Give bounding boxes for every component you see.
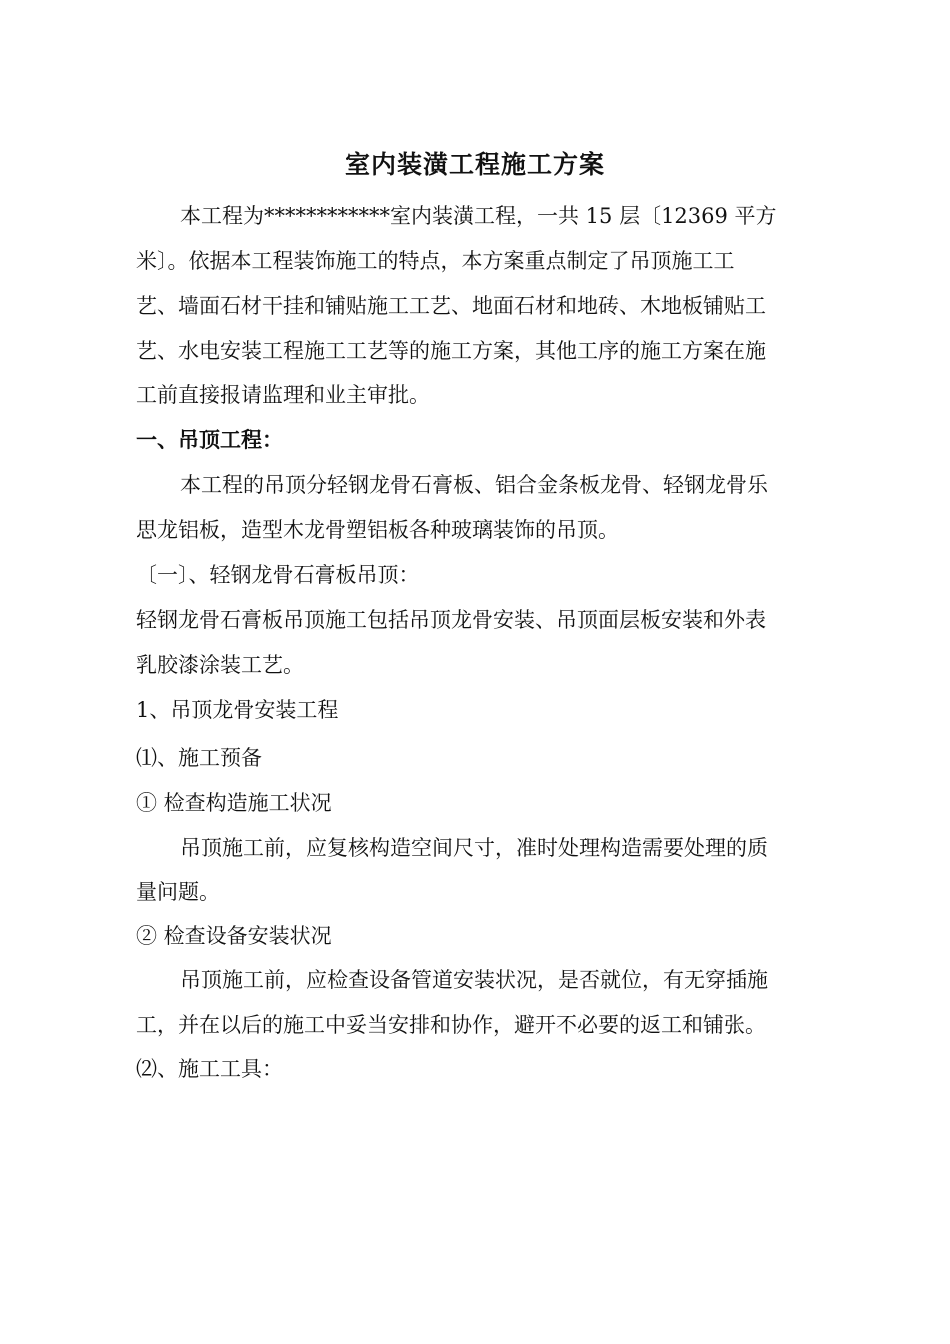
intro-line-4: 艺、水电安装工程施工工艺等的施工方案，其他工序的施工方案在施 bbox=[136, 339, 766, 363]
check-equipment-line-1: 吊顶施工前，应检查设备管道安装状况，是否就位，有无穿插施 bbox=[180, 968, 768, 992]
check-structure-line-1: 吊顶施工前，应复核构造空间尺寸，准时处理构造需要处理的质 bbox=[180, 836, 768, 860]
gypsum-desc-line-2: 乳胶漆涂装工艺。 bbox=[136, 653, 304, 677]
check-structure-line-2: 量问题。 bbox=[136, 880, 220, 904]
check-equipment-heading: ② 检查设备安装状况 bbox=[136, 924, 332, 948]
subsection-heading-gypsum: 〔一〕、轻钢龙骨石膏板吊顶： bbox=[136, 563, 420, 587]
check-equipment-line-2: 工，并在以后的施工中妥当安排和协作，避开不必要的返工和铺张。 bbox=[136, 1013, 766, 1037]
tools-heading: ⑵、施工工具： bbox=[136, 1057, 283, 1081]
intro-line-3: 艺、墙面石材干挂和铺贴施工工艺、地面石材和地砖、木地板铺贴工 bbox=[136, 294, 766, 318]
item-heading-keel-install: 1、吊顶龙骨安装工程 bbox=[136, 698, 339, 722]
document-title: 室内装潢工程施工方案 bbox=[344, 150, 605, 179]
intro-line-2: 米〕。依据本工程装饰施工的特点，本方案重点制定了吊顶施工工 bbox=[136, 249, 735, 273]
intro-line-5: 工前直接报请监理和业主审批。 bbox=[136, 383, 430, 407]
gypsum-desc-line-1: 轻钢龙骨石膏板吊顶施工包括吊顶龙骨安装、吊顶面层板安装和外表 bbox=[136, 608, 766, 632]
ceiling-intro-line-1: 本工程的吊顶分轻钢龙骨石膏板、铝合金条板龙骨、轻钢龙骨乐 bbox=[180, 473, 768, 497]
ceiling-intro-line-2: 思龙铝板，造型木龙骨塑铝板各种玻璃装饰的吊顶。 bbox=[136, 518, 619, 542]
intro-line-1: 本工程为************室内装潢工程，一共 15 层〔12369 平方 bbox=[180, 204, 777, 228]
section-heading-ceiling: 一、吊顶工程： bbox=[136, 427, 283, 452]
check-structure-heading: ① 检查构造施工状况 bbox=[136, 791, 332, 815]
prep-heading: ⑴、施工预备 bbox=[136, 746, 262, 770]
